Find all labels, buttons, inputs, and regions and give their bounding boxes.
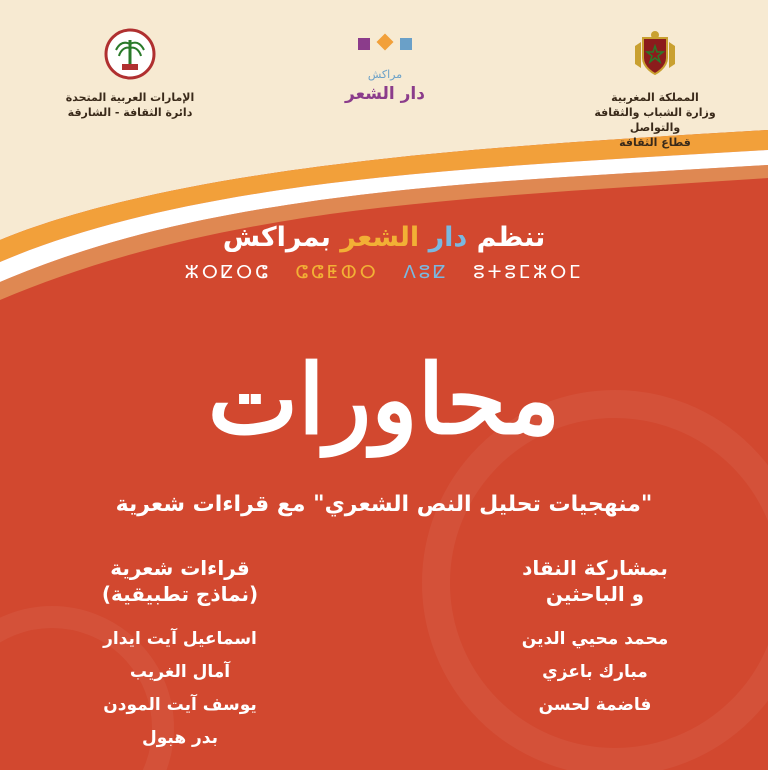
- poet-name: آمال الغريب: [129, 662, 231, 682]
- participant-name: محمد محيي الدين: [521, 629, 669, 649]
- participants-column: [470, 555, 720, 722]
- logo-square-purple: [358, 38, 370, 50]
- poet-name: يوسف آيت المودن: [103, 695, 257, 715]
- uae-logo-line2: دائرة الثقافة - الشارقة: [67, 106, 193, 119]
- tifinagh-line: [0, 262, 768, 283]
- logo-city: مراكش: [367, 68, 403, 81]
- participant-name: مبارك باعزي: [542, 662, 648, 682]
- subtitle: "منهجيات تحليل النص الشعري" مع قراءات شعرية: [115, 492, 653, 517]
- organizer-word-1: تنظم: [476, 222, 546, 253]
- dar-alshir-logo: [330, 30, 440, 130]
- logo-square-blue: [400, 38, 412, 50]
- logo-word: دار الشعر: [345, 84, 425, 104]
- readings-list: [60, 623, 300, 755]
- poet-name: بدر هبول: [141, 728, 219, 748]
- organizer-line: [0, 222, 768, 253]
- uae-logo-line1: الإمارات العربية المتحدة: [65, 91, 195, 104]
- tifinagh-word-2: ⵛⵛⵟⵀⵔ: [295, 262, 379, 283]
- organizer-word-4: بمراكش: [222, 222, 331, 253]
- tifinagh-word-1: ⵣⵔⵇⵔⵛ: [184, 262, 271, 283]
- readings-heading-2: (نماذج تطبيقية): [101, 582, 259, 606]
- morocco-logo-line3: قطاع الثقافة: [619, 136, 691, 149]
- tifinagh-word-4: ⵓⵜⵓⵎⵣⵔⵎ: [473, 262, 584, 283]
- morocco-logo-line1: المملكة المغربية: [611, 91, 699, 104]
- tifinagh-word-3: ⴷⵓⵇ: [403, 262, 449, 283]
- poet-name: اسماعيل آيت ايدار: [103, 629, 257, 649]
- morocco-coat-of-arms-icon: [629, 28, 681, 80]
- organizer-word-3: الشعر: [340, 222, 420, 253]
- uae-logo: [40, 28, 220, 120]
- participants-heading-2: و الباحثين: [545, 582, 645, 606]
- morocco-logo-line2: وزارة الشباب والثقافة والتواصل: [594, 106, 716, 134]
- sharjah-emblem-icon: [104, 28, 156, 80]
- main-title: محاورات: [207, 343, 561, 456]
- readings-heading-1: قراءات شعرية: [110, 556, 250, 580]
- morocco-logo: [575, 28, 735, 150]
- participants-list: [470, 623, 720, 722]
- readings-column: [60, 555, 300, 755]
- participant-name: فاضمة لحسن: [538, 695, 652, 715]
- logo-diamond-orange: [377, 34, 394, 51]
- organizer-word-2: دار: [428, 222, 468, 253]
- participants-heading-1: بمشاركة النقاد: [522, 556, 668, 580]
